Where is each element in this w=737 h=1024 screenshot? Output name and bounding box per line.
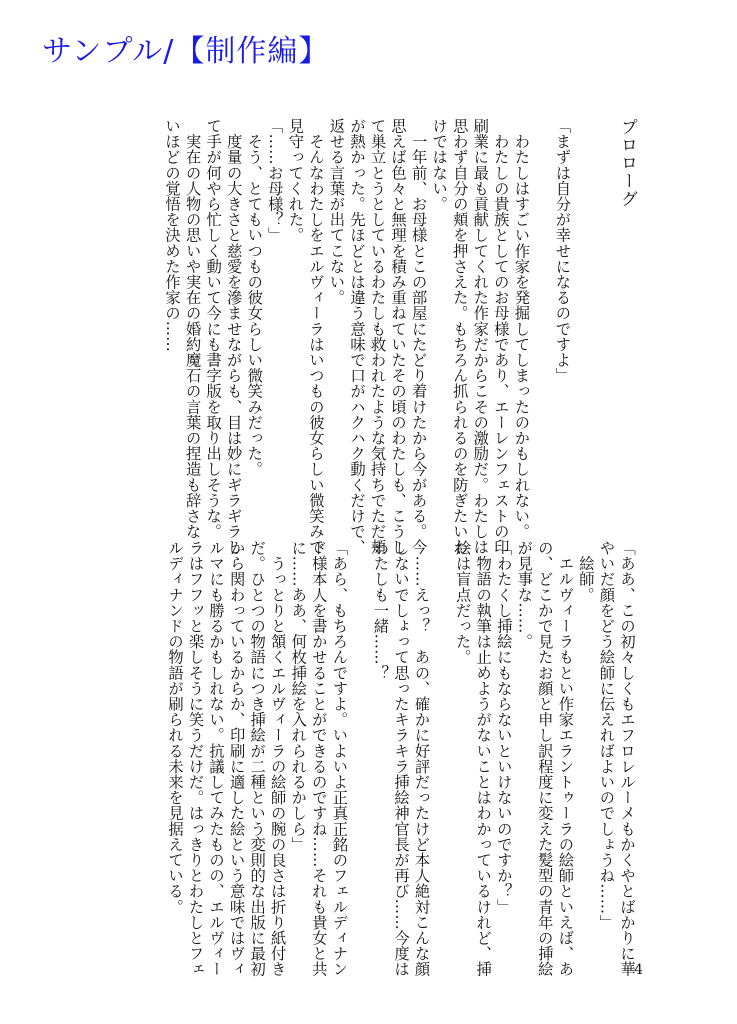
lower-text-block <box>165 540 637 977</box>
text-line: そんなわたしをエルヴィーラはいつもの彼女らしい微笑みで <box>306 118 325 555</box>
text-line: の、どこかで見たお顔と申し訳程度に変えた髪型の青年の挿絵 <box>535 540 554 977</box>
text-line: ラはフフッと楽しそうに笑うだけだ。はっきりとわたしとフェ <box>186 540 205 977</box>
chapter-title: プロローグ <box>617 118 637 208</box>
text-line: 「……お母様？」 <box>265 118 284 243</box>
text-line: 物語の執筆は止めようがないことはわかっているけれど、挿 <box>474 540 493 977</box>
text-line: いほどの覚悟を決めた作家の…… <box>163 118 182 352</box>
text-line: から関わっているからか、印刷に適した絵という意味ではヴィ <box>227 540 246 977</box>
text-line: 絵師。 <box>576 540 595 603</box>
text-line: 返せる言葉が出てこない。 <box>327 118 346 306</box>
text-line: しないでしょって思ったキラキラ挿絵神官長が再び……今度は <box>391 540 410 977</box>
text-line: て巣立とうとしているわたしも救われたような気持ちでただ頬 <box>368 118 387 555</box>
text-line: わたしの貴族としてのお母様であり、エーレンフェストの印 <box>491 118 510 555</box>
text-line: 「ああ、この初々しくもエフロレルーメもかくやとばかりに華 <box>618 540 636 977</box>
text-line: けではない。 <box>430 118 449 212</box>
text-line: だ。ひとつの物語につき挿絵が二種という変則的な出版に最初 <box>248 540 267 977</box>
text-line: ルディナンドの物語が刷られる未来を見据えている。 <box>165 540 184 915</box>
text-line: うっとりと頷くエルヴィーラの絵師の腕の良さは折り紙付き <box>268 540 287 977</box>
text-line: 「わたくし挿絵にもならないといけないのですか？」 <box>494 540 513 915</box>
text-line: ルマにも勝るかもしれない。抗議してみたものの、エルヴィー <box>207 540 226 977</box>
text-line: 見守ってくれた。 <box>286 118 305 243</box>
text-line: 実在の人物の思いや実在の婚約魔石の言葉の捏造も辞さな <box>183 118 202 540</box>
text-line: 思わず自分の頬を押さえた。もちろん抓られるのを防ぎたいわ <box>450 118 469 555</box>
page-heading: サンプル/【制作編】 <box>42 34 330 69</box>
text-line: ……えっ？ あの、確かに好評だったけど本人絶対こんな顔 <box>412 540 431 977</box>
text-line: わたしはすごい作家を発掘してしまったのかもしれない。 <box>512 118 531 540</box>
text-line: 一年前、お母様とこの部屋にたどり着けたから今がある。今 <box>409 118 428 555</box>
text-line: やいだ顔をどう絵師に伝えればよいのでしょうね……」 <box>597 540 616 930</box>
text-line: 「まずは自分が幸せになるのですよ」 <box>553 118 572 384</box>
text-line <box>432 540 453 940</box>
upper-text-block <box>163 118 637 555</box>
text-line: 思えば色々と無理を積み重ねていたその頃のわたしも、こうし <box>389 118 408 555</box>
text-line: エルヴィーラもとい作家エラントゥーラの絵師といえば、あ <box>556 540 575 977</box>
text-line: ド様本人を書かせることができるのですね……それも貴女と共 <box>309 540 328 977</box>
text-line: て手が何やら忙しく動いて今にも書字版を取り出しそうな。 <box>204 118 223 540</box>
page-number: 4 <box>634 962 643 978</box>
text-line: が熱かった。先ほどとは違う意味で口がハクハク動くだけで、 <box>347 118 366 555</box>
text-line: が見事な……。 <box>515 540 534 650</box>
text-line: わたしも一緒……？ <box>371 540 390 681</box>
text-line: 絵は盲点だった。 <box>453 540 472 665</box>
text-line: に……ああ、何枚挿絵を入れられるかしら」 <box>289 540 308 852</box>
text-line: 刷業に最も貢献してくれた作家だからこその激励だ。わたしは <box>471 118 490 555</box>
text-line: 「あら、もちろんですよ。いよいよ正真正銘のフェルディナン <box>330 540 349 977</box>
text-line: そう、とてもいつもの彼女らしい微笑みだった。 <box>245 118 264 477</box>
text-line <box>531 118 552 518</box>
text-line: 度量の大きさと慈愛を滲ませながらも、目は妙にギラギラし <box>224 118 243 555</box>
text-line <box>349 540 370 940</box>
